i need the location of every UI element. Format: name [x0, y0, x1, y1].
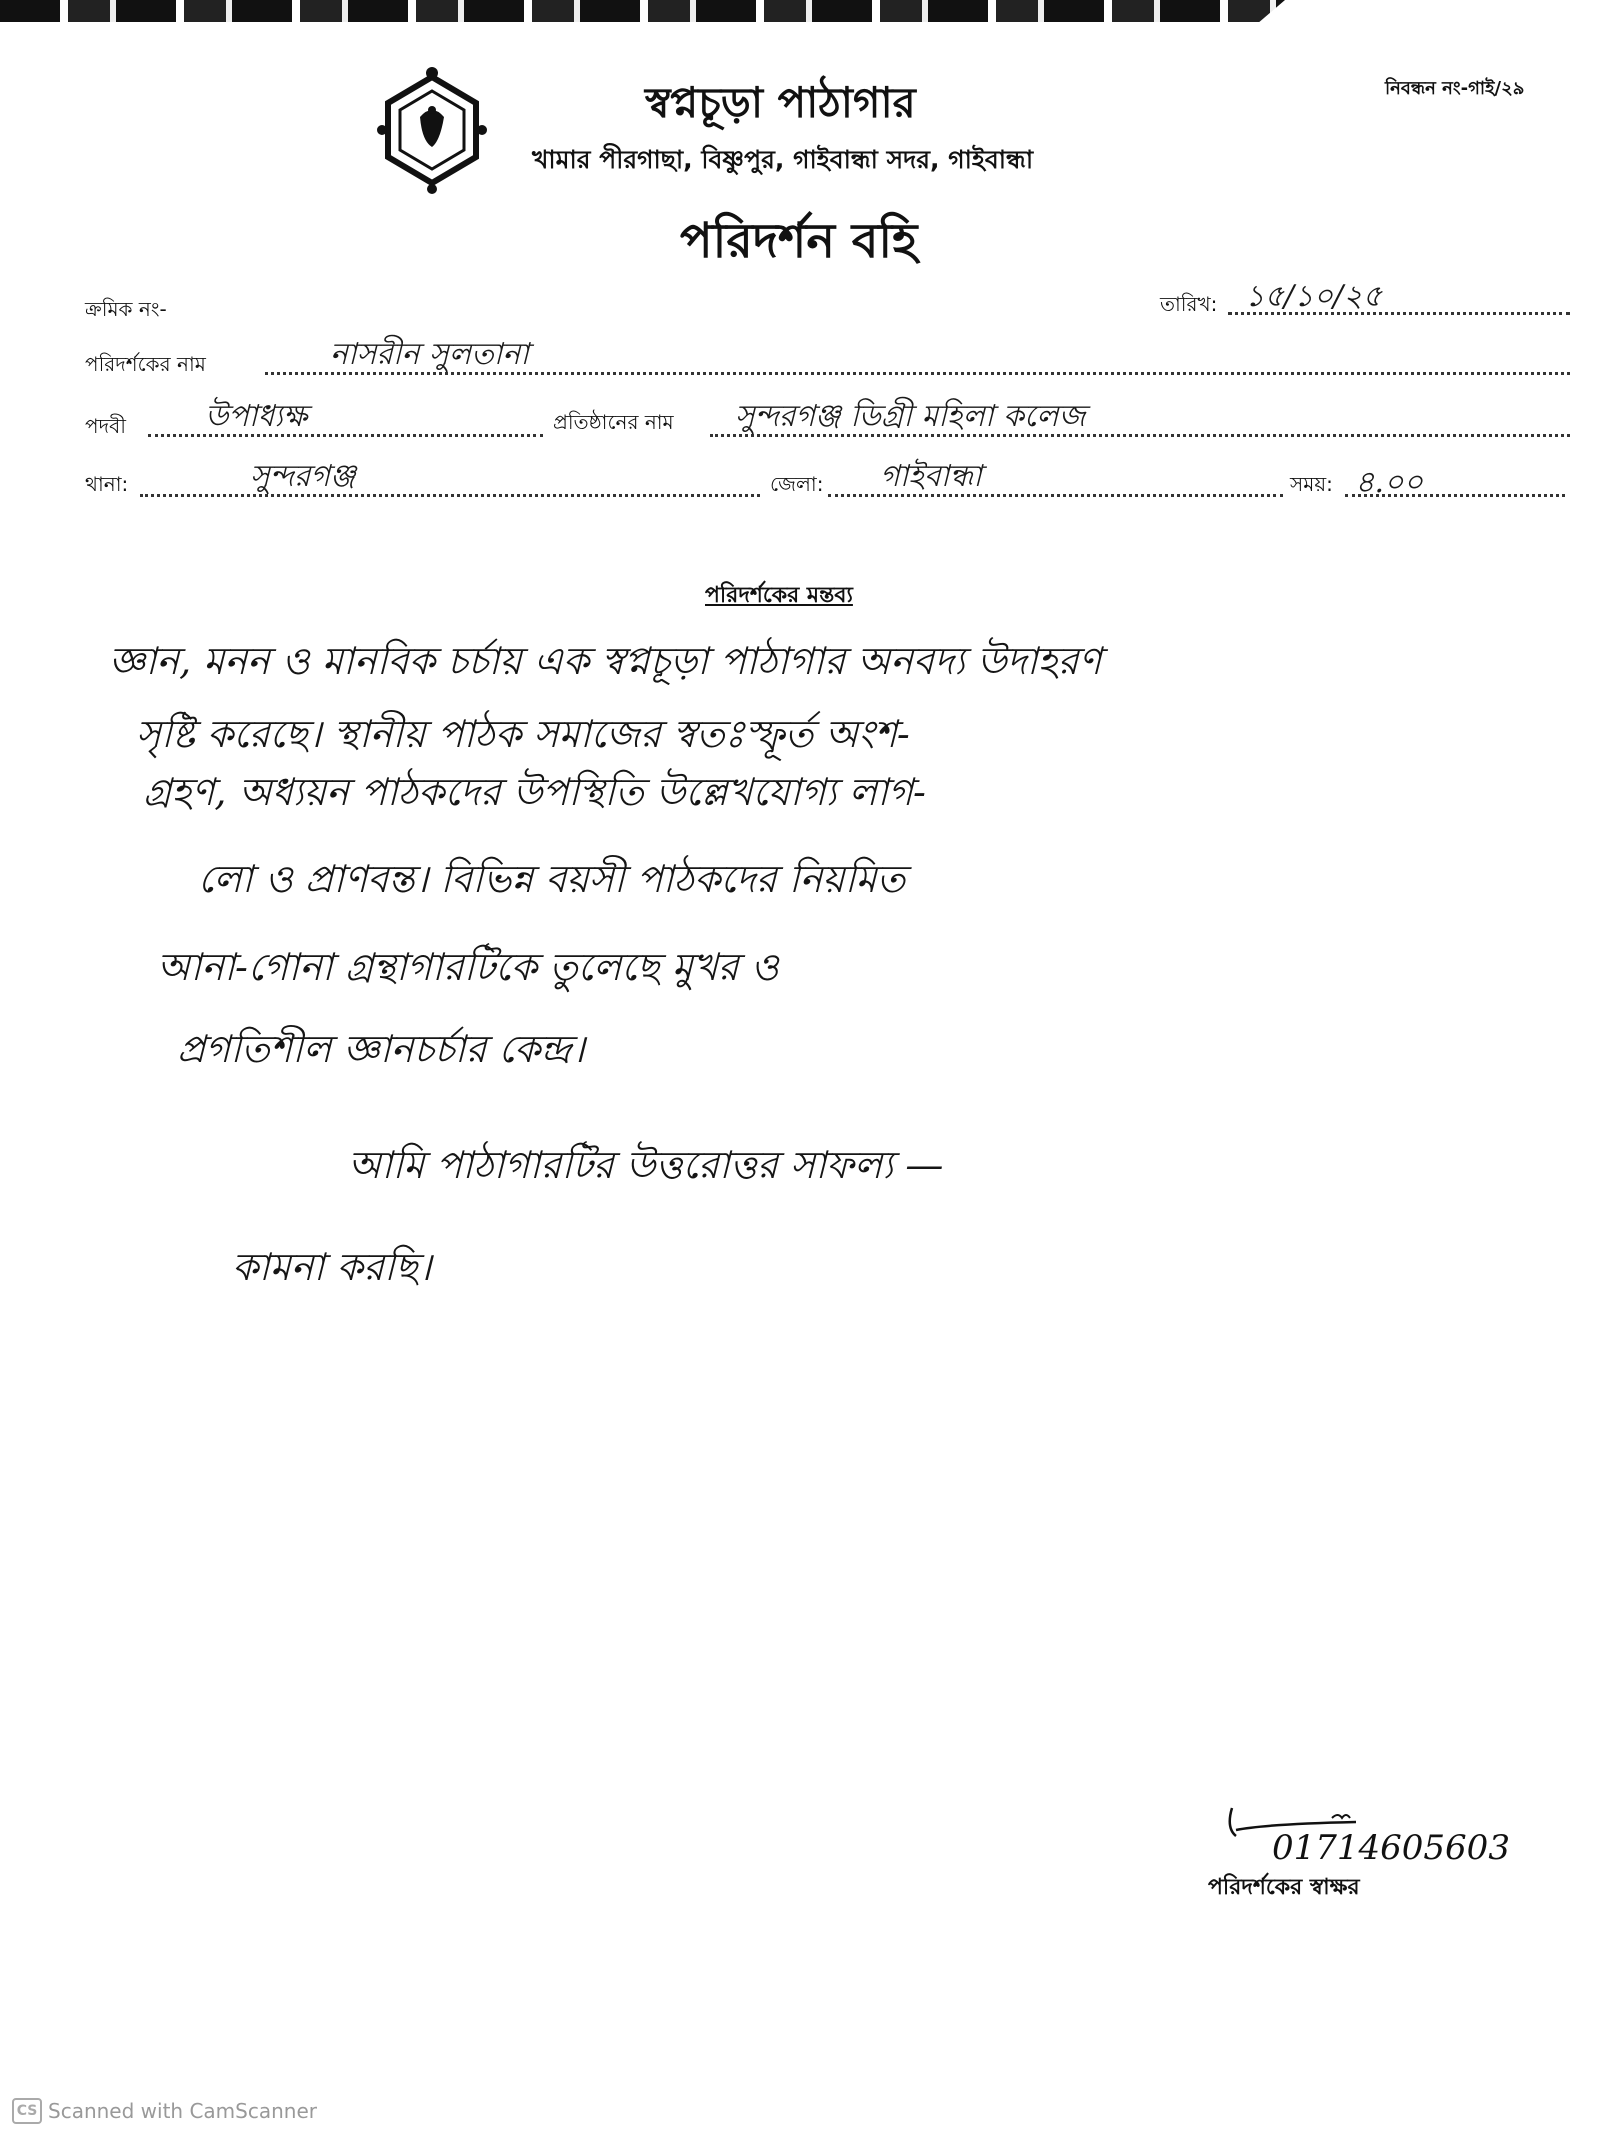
date-value: ১৫/১০/২৫ [1245, 279, 1383, 314]
library-address: খামার পীরগাছা, বিষ্ণুপুর, গাইবান্ধা সদর, গাইবান্ধা [532, 145, 1034, 174]
remark-line: আমি পাঠাগারটির উত্তরোত্তর সাফল্য — [348, 1143, 944, 1187]
remark-line: লো ও প্রাণবন্ত। বিভিন্ন বয়সী পাঠকদের নিয়মিত [198, 857, 906, 901]
time-value: ৪.০০ [1355, 465, 1424, 500]
district-value: গাইবান্ধা [880, 459, 982, 494]
remark-line: কামনা করছি। [232, 1245, 432, 1289]
remarks-heading: পরিদর্শকের মন্তব্য [705, 583, 853, 608]
library-name: স্বপ্নচূড়া পাঠাগার [645, 78, 916, 127]
remark-line: গ্রহণ, অধ্যয়ন পাঠকদের উপস্থিতি উল্লেখযোগ্য লাগ- [143, 770, 926, 814]
institution-value: সুন্দরগঞ্জ ডিগ্রী মহিলা কলেজ [735, 399, 1086, 434]
thana-dotted-line [140, 494, 760, 497]
library-logo [372, 65, 492, 195]
time-label: সময়: [1290, 472, 1333, 496]
institution-label: প্রতিষ্ঠানের নাম [553, 410, 674, 434]
district-label: জেলা: [770, 472, 824, 496]
remark-line: আনা-গোনা গ্রন্থাগারটিকে তুলেছে মুখর ও [157, 945, 779, 989]
book-title: পরিদর্শন বহি [680, 213, 918, 269]
ornamental-border-strip [0, 0, 1285, 22]
serial-label: ক্রমিক নং- [85, 297, 167, 321]
thana-value: সুন্দরগঞ্জ [250, 459, 356, 494]
remark-line: প্রগতিশীল জ্ঞানচর্চার কেন্দ্র। [177, 1027, 585, 1071]
camscanner-text: Scanned with CamScanner [48, 2099, 317, 2123]
signature-phone: 01714605603 [1272, 1828, 1510, 1868]
signature-label: পরিদর্শকের স্বাক্ষর [1208, 1875, 1360, 1900]
remark-line: জ্ঞান, মনন ও মানবিক চর্চায় এক স্বপ্নচূড়া পাঠাগার অনবদ্য উদাহরণ [109, 639, 1102, 683]
designation-value: উপাধ্যক্ষ [205, 399, 308, 434]
camscanner-watermark [12, 2098, 317, 2124]
designation-label: পদবী [85, 414, 126, 438]
registration-number: নিবন্ধন নং-গাই/২৯ [1385, 78, 1525, 99]
date-label: তারিখ: [1160, 292, 1218, 316]
inspector-name-value: নাসরীন সুলতানা [330, 337, 529, 372]
thana-label: থানা: [85, 472, 129, 496]
camscanner-icon: CS [12, 2098, 42, 2124]
remark-line: সৃষ্টি করেছে। স্থানীয় পাঠক সমাজের স্বতঃস্ফূর্ত অংশ- [136, 712, 910, 756]
inspector-name-label: পরিদর্শকের নাম [85, 352, 206, 376]
